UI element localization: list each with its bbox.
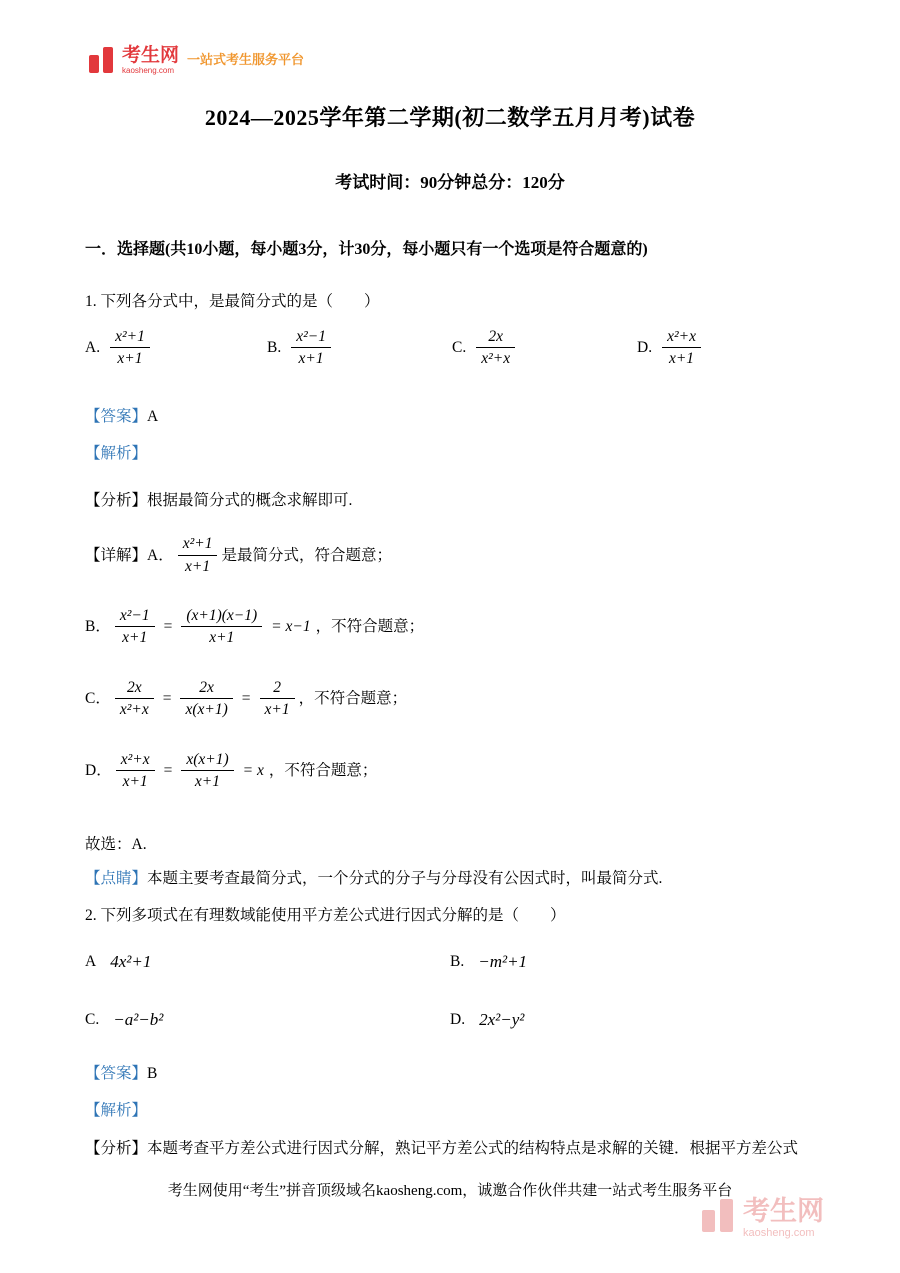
math-expression: 4x²+1 [110, 952, 152, 971]
q1-detail-d [85, 750, 815, 792]
watermark-brand-text: 考生网 [743, 1196, 824, 1226]
logo-bar [720, 1199, 733, 1232]
fraction [662, 327, 701, 369]
detail-prefix: B． [85, 618, 111, 636]
xiangjie-tag: 【详解】 [85, 546, 148, 564]
fraction [116, 750, 155, 792]
detail-suffix: 是最简分式，符合题意； [221, 546, 392, 564]
fraction-denominator: x²+x [119, 701, 149, 719]
q2-option-a [85, 949, 450, 975]
q2-fenxi-text: 本题考查平方差公式进行因式分解，熟记平方差公式的结构特点是求解的关键．根据平方差公式 [147, 1139, 799, 1157]
equation-result: = x [242, 761, 264, 779]
detail-prefix: D． [85, 761, 112, 779]
q2-option-d [450, 1007, 815, 1033]
fraction [476, 327, 515, 369]
fraction-numerator: x(x+1) [181, 750, 233, 771]
equals-sign: = [162, 690, 172, 707]
detail-prefix: C． [85, 690, 111, 707]
q1-detail-c [85, 678, 815, 720]
dianjing-tag: 【点睛】 [85, 869, 148, 887]
q1-option-c [452, 327, 637, 369]
kaosheng-watermark-icon [702, 1198, 736, 1232]
q2-fenxi-line [85, 1137, 815, 1160]
fraction-numerator: x²−1 [291, 327, 331, 348]
fraction [260, 678, 295, 720]
question-2-stem: 2. 下列多项式在有理数域能使用平方差公式进行因式分解的是（ ） [85, 906, 566, 924]
watermark-text-block [743, 1198, 824, 1239]
q2-jiexi-line [85, 1099, 815, 1122]
fraction [181, 606, 262, 648]
kaosheng-logo-icon [89, 46, 116, 73]
fraction-numerator: 2 [260, 678, 295, 699]
fenxi-tag: 【分析】 [85, 1139, 148, 1157]
fraction-numerator: x²+1 [178, 534, 218, 555]
question-2-options-row-2 [85, 1007, 815, 1033]
fraction [181, 750, 233, 792]
option-label: C. [85, 1010, 100, 1028]
q1-detail-a [85, 534, 815, 576]
page-title: 2024—2025学年第二学期(初二数学五月月考)试卷 [204, 105, 696, 130]
fraction-denominator: x+1 [668, 350, 695, 368]
q1-fenxi-text: 根据最简分式的概念求解即可. [147, 492, 353, 509]
option-label: B. [267, 339, 282, 356]
fraction [291, 327, 331, 369]
q1-conclusion: 故选：A. [85, 836, 147, 854]
fraction-denominator: x+1 [122, 629, 148, 647]
option-label: D. [450, 1010, 466, 1028]
fraction-denominator: x+1 [122, 772, 148, 790]
fraction-denominator: x+1 [298, 350, 324, 368]
answer-tag: 【答案】 [85, 1065, 148, 1082]
q1-jiexi-line [85, 442, 815, 465]
fraction-numerator: x²−1 [115, 606, 155, 627]
logo-domain-text: kaosheng.com [122, 66, 175, 75]
option-label: D. [637, 339, 653, 356]
q1-option-d [637, 327, 705, 369]
fraction-numerator: x²+x [662, 327, 701, 348]
logo-tagline: 一站式考生服务平台 [187, 52, 305, 67]
section-1-heading: 一．选择题(共10小题，每小题3分，计30分，每小题只有一个选项是符合题意的) [85, 240, 648, 258]
fraction [115, 678, 154, 720]
equals-sign: = [163, 761, 173, 779]
fraction [180, 678, 232, 720]
watermark-domain-text: kaosheng.com [743, 1227, 815, 1239]
fraction-denominator: x²+x [481, 350, 511, 368]
fraction-numerator: 2x [180, 678, 232, 699]
logo-brand-text: 考生网 [122, 45, 180, 66]
q1-dianjing-text: 本题主要考查最简分式，一个分式的分子与分母没有公因式时，叫最简分式. [147, 869, 663, 887]
option-label: A. [85, 339, 101, 356]
fraction-numerator: 2x [115, 678, 154, 699]
fraction [115, 606, 155, 648]
q2-answer-value: B [147, 1065, 158, 1082]
answer-tag: 【答案】 [85, 407, 148, 425]
logo-bar [89, 55, 99, 73]
logo-bar [702, 1210, 715, 1232]
question-1-options [85, 327, 815, 369]
jiexi-tag: 【解析】 [85, 444, 148, 462]
page-footer: 考生网使用“考生”拼音顶级域名kaosheng.com，诚邀合作伙伴共建一站式考生服务平台 [167, 1183, 733, 1199]
fraction-numerator: x²+1 [110, 327, 150, 348]
fraction-denominator: x+1 [209, 629, 235, 647]
fraction-numerator: 2x [476, 327, 515, 348]
kaosheng-logo [89, 46, 815, 75]
q1-dianjing-line [85, 867, 815, 890]
fraction [178, 534, 218, 576]
equals-sign: = [163, 618, 173, 636]
option-label: A [85, 953, 97, 971]
q2-option-c [85, 1007, 450, 1033]
fenxi-tag: 【分析】 [85, 492, 148, 509]
jiexi-tag: 【解析】 [85, 1102, 148, 1120]
q1-answer-line [85, 405, 815, 428]
fraction-denominator: x+1 [194, 772, 221, 790]
detail-suffix: ，不符合题意； [268, 761, 378, 779]
option-label: C. [452, 339, 467, 356]
q1-fenxi-line [85, 489, 815, 512]
q1-option-b [267, 327, 452, 369]
equals-sign: = [241, 690, 251, 707]
question-2-options-row-1 [85, 949, 815, 975]
q1-answer-value: A [147, 407, 159, 425]
fraction-denominator: x+1 [185, 557, 211, 575]
fraction-denominator: x(x+1) [185, 701, 228, 719]
detail-suffix: ，不符合题意； [315, 618, 425, 636]
logo-bar [103, 47, 113, 73]
fraction-numerator: (x+1)(x−1) [181, 606, 262, 627]
detail-suffix: ，不符合题意； [298, 690, 408, 707]
equation-result: = x−1 [271, 618, 311, 636]
math-expression: 2x²−y² [479, 1009, 525, 1029]
q2-answer-line [85, 1062, 815, 1085]
fraction [110, 327, 150, 369]
option-label: B. [450, 953, 465, 971]
fraction-denominator: x+1 [117, 350, 143, 368]
fraction-numerator: x²+x [116, 750, 155, 771]
q2-option-b [450, 949, 815, 975]
math-expression: −m²+1 [478, 952, 528, 971]
exam-time-score-info: 考试时间：90分钟总分：120分 [335, 173, 565, 192]
math-expression: −a²−b² [113, 1009, 164, 1029]
question-1-stem: 1. 下列各分式中，是最简分式的是（ ） [85, 292, 380, 310]
detail-prefix: A． [147, 546, 174, 564]
fraction-denominator: x+1 [264, 701, 290, 719]
q1-option-a [85, 327, 267, 369]
q1-detail-b [85, 606, 815, 648]
logo-text-block [122, 46, 179, 75]
kaosheng-watermark [702, 1198, 824, 1239]
